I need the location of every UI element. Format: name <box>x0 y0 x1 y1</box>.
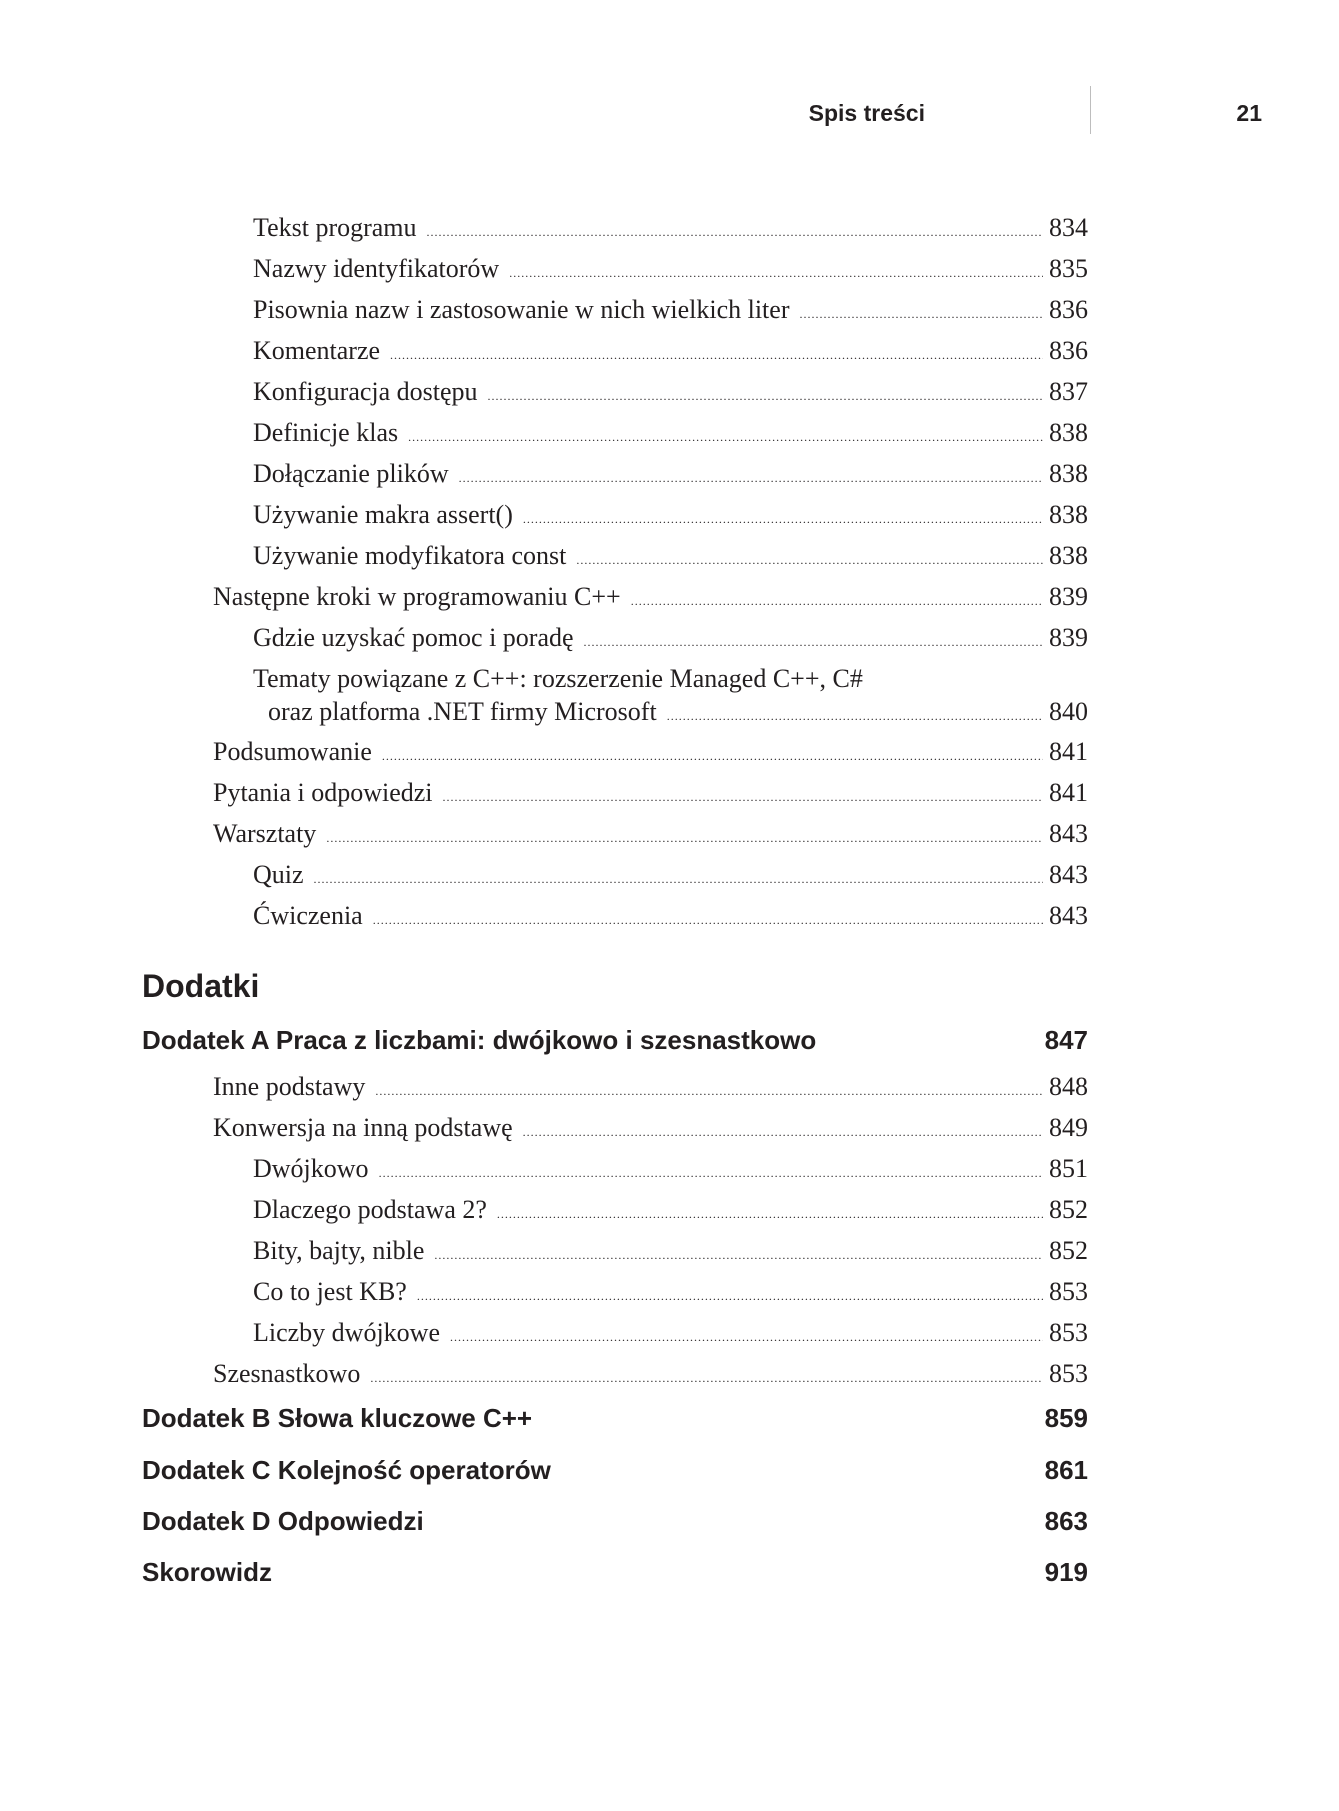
toc-entry[interactable] <box>253 1236 1088 1272</box>
toc-entry-page: 838 <box>1049 500 1088 529</box>
toc-entry-page: 843 <box>1049 901 1088 930</box>
toc-entry[interactable] <box>253 500 1088 536</box>
toc-entry-title: Warsztaty <box>213 819 317 848</box>
toc-entry-page: 841 <box>1049 737 1088 766</box>
dot-leader <box>509 266 1043 281</box>
appendix-title: Skorowidz <box>142 1557 273 1587</box>
dot-leader <box>631 594 1043 609</box>
appendix-page: 863 <box>1044 1506 1088 1536</box>
toc-entry-title: Używanie makra assert() <box>253 500 513 529</box>
toc-entry-page: 848 <box>1049 1072 1088 1101</box>
dot-leader <box>667 709 1043 724</box>
appendix-title: Dodatek C Kolejność operatorów <box>142 1455 551 1485</box>
toc-entry-title: Gdzie uzyskać pomoc i poradę <box>253 623 574 652</box>
dot-leader <box>427 225 1043 240</box>
index-heading[interactable] <box>142 1557 1088 1593</box>
toc-entry[interactable] <box>253 336 1088 372</box>
appendix-heading[interactable] <box>142 1025 1088 1061</box>
dot-leader <box>326 831 1043 846</box>
toc-entry-page: 853 <box>1049 1359 1088 1388</box>
toc-entry-title: Liczby dwójkowe <box>253 1318 441 1347</box>
toc-entry[interactable] <box>253 623 1088 659</box>
appendix-title: Dodatek B Słowa kluczowe C++ <box>142 1403 533 1433</box>
toc-entry-title: Dlaczego podstawa 2? <box>253 1195 487 1224</box>
toc-entry-title: Pisownia nazw i zastosowanie w nich wielkich liter <box>253 295 790 324</box>
toc-entry-title: Dwójkowo <box>253 1154 369 1183</box>
appendix-heading[interactable] <box>142 1403 1088 1439</box>
toc-entry-title: Quiz <box>253 860 304 889</box>
dot-leader <box>450 1330 1043 1345</box>
appendix-title: Dodatek A Praca z liczbami: dwójkowo i szesnastkowo <box>142 1025 817 1055</box>
header-divider <box>1090 86 1091 134</box>
toc-entry-page: 843 <box>1049 819 1088 848</box>
appendix-page: 847 <box>1044 1025 1088 1055</box>
toc-entry[interactable] <box>213 1072 1088 1108</box>
toc-entry-page: 843 <box>1049 860 1088 889</box>
dot-leader <box>408 430 1043 445</box>
appendix-heading[interactable] <box>142 1455 1088 1491</box>
toc-entry-title: Pytania i odpowiedzi <box>213 778 433 807</box>
toc-entry-title: Konwersja na inną podstawę <box>213 1113 513 1142</box>
toc-entry[interactable] <box>253 1277 1088 1313</box>
toc-entry-page: 849 <box>1049 1113 1088 1142</box>
dot-leader <box>576 553 1043 568</box>
dot-leader <box>434 1248 1043 1263</box>
toc-entry[interactable] <box>253 213 1088 249</box>
toc-entry[interactable] <box>213 1113 1088 1149</box>
toc-entry-title: Ćwiczenia <box>253 901 363 930</box>
appendix-page: 861 <box>1044 1455 1088 1485</box>
toc-entry-title: Używanie modyfikatora const <box>253 541 567 570</box>
toc-entry-page: 851 <box>1049 1154 1088 1183</box>
toc-entry[interactable] <box>253 1195 1088 1231</box>
toc-entry[interactable] <box>253 1154 1088 1190</box>
dot-leader <box>459 471 1043 486</box>
toc-entry-title: Szesnastkowo <box>213 1359 361 1388</box>
dot-leader <box>373 913 1043 928</box>
dot-leader <box>379 1166 1043 1181</box>
toc-entry[interactable] <box>253 860 1088 896</box>
toc-entry[interactable] <box>253 459 1088 495</box>
toc-entry-page: 835 <box>1049 254 1088 283</box>
toc-entry-page: 839 <box>1049 582 1088 611</box>
toc-entry[interactable] <box>213 1359 1088 1395</box>
toc-entry-page: 836 <box>1049 336 1088 365</box>
dot-leader <box>382 749 1043 764</box>
toc-entry[interactable] <box>213 582 1088 618</box>
toc-entry[interactable] <box>253 295 1088 331</box>
dot-leader <box>390 348 1043 363</box>
dot-leader <box>799 307 1043 322</box>
toc-entry[interactable] <box>253 1318 1088 1354</box>
page-number: 21 <box>1236 100 1262 126</box>
toc-entry-title: Nazwy identyfikatorów <box>253 254 500 283</box>
toc-entry[interactable] <box>213 737 1088 773</box>
toc-entry[interactable] <box>213 778 1088 814</box>
toc-entry[interactable] <box>253 541 1088 577</box>
toc-entry-page: 840 <box>1049 697 1088 726</box>
dot-leader <box>417 1289 1043 1304</box>
dot-leader <box>370 1371 1043 1386</box>
toc-entry[interactable] <box>213 819 1088 855</box>
toc-entry[interactable] <box>253 254 1088 290</box>
toc-entry-title: Następne kroki w programowaniu C++ <box>213 582 621 611</box>
toc-entry-page: 839 <box>1049 623 1088 652</box>
toc-entry-title: Podsumowanie <box>213 737 372 766</box>
toc-entry[interactable] <box>253 418 1088 454</box>
dot-leader <box>584 635 1043 650</box>
toc-entry-title: Tekst programu <box>253 213 417 242</box>
toc-entry-title: Komentarze <box>253 336 381 365</box>
appendix-page: 859 <box>1044 1403 1088 1433</box>
toc-entry-page: 853 <box>1049 1318 1088 1347</box>
toc-entry[interactable] <box>268 697 1088 733</box>
dot-leader <box>523 512 1043 527</box>
toc-entry-page: 852 <box>1049 1195 1088 1224</box>
toc-entry-page: 836 <box>1049 295 1088 324</box>
appendix-heading[interactable] <box>142 1506 1088 1542</box>
appendix-title: Dodatek D Odpowiedzi <box>142 1506 424 1536</box>
toc-entry[interactable] <box>253 901 1088 937</box>
toc-entry-title: Dołączanie plików <box>253 459 449 488</box>
header-section-title: Spis treści <box>808 100 925 126</box>
dot-leader <box>488 389 1043 404</box>
toc-entry-page: 841 <box>1049 778 1088 807</box>
dot-leader <box>443 790 1043 805</box>
toc-entry-title: oraz platforma .NET firmy Microsoft <box>268 697 657 726</box>
toc-entry-page: 834 <box>1049 213 1088 242</box>
toc-entry-page: 838 <box>1049 541 1088 570</box>
toc-entry[interactable] <box>253 377 1088 413</box>
toc-entry-title-line1[interactable]: Tematy powiązane z C++: rozszerzenie Managed C++, C# <box>253 664 863 693</box>
toc-entry-page: 838 <box>1049 418 1088 447</box>
toc-entry-page: 852 <box>1049 1236 1088 1265</box>
toc-entry-title: Konfiguracja dostępu <box>253 377 478 406</box>
toc-entry-page: 837 <box>1049 377 1088 406</box>
section-heading: Dodatki <box>142 968 260 1004</box>
toc-entry-title: Definicje klas <box>253 418 399 447</box>
toc-entry-page: 853 <box>1049 1277 1088 1306</box>
dot-leader <box>314 872 1043 887</box>
toc-entry-title: Inne podstawy <box>213 1072 366 1101</box>
toc-entry-title: Bity, bajty, nible <box>253 1236 425 1265</box>
dot-leader <box>497 1207 1043 1222</box>
dot-leader <box>523 1125 1043 1140</box>
dot-leader <box>375 1084 1043 1099</box>
toc-entry-page: 838 <box>1049 459 1088 488</box>
toc-entry-title: Co to jest KB? <box>253 1277 407 1306</box>
appendix-page: 919 <box>1044 1557 1088 1587</box>
